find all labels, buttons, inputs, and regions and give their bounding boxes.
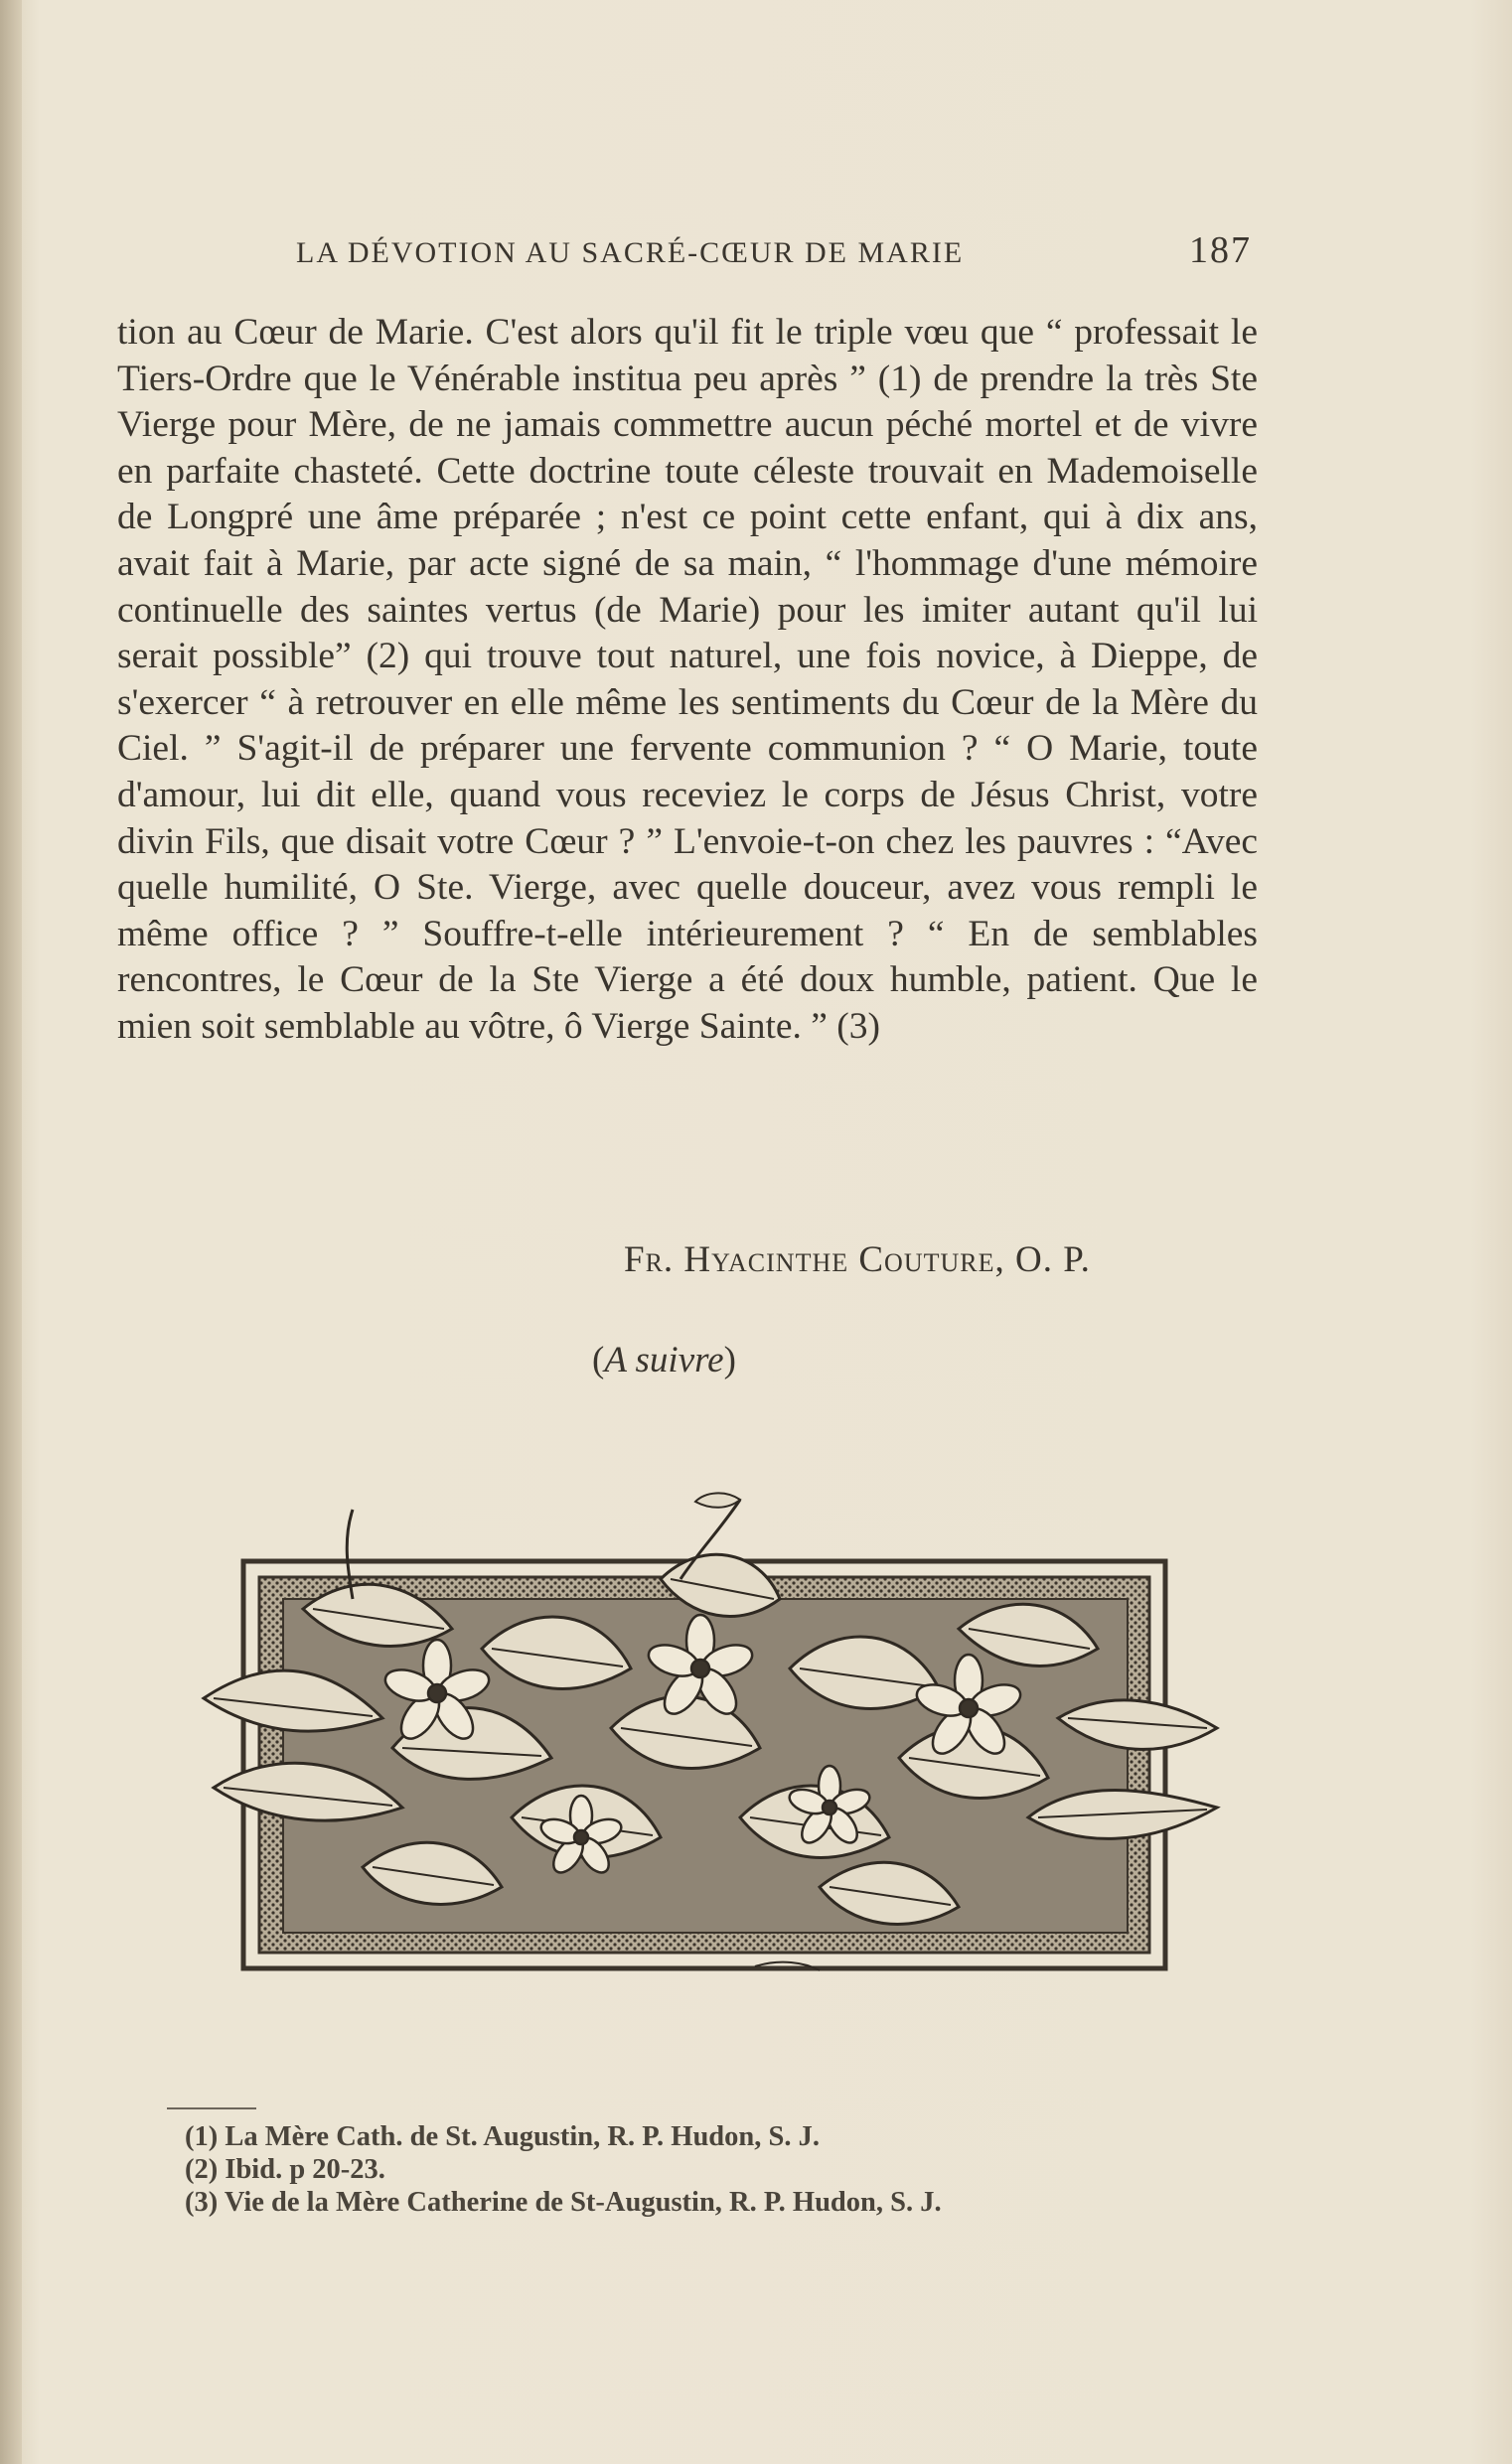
paren-close: ) bbox=[723, 1340, 736, 1380]
author-signature: Fr. Hyacinthe Couture, O. P. bbox=[624, 1239, 1091, 1280]
footnote-1: (1) La Mère Cath. de St. Augustin, R. P. Hudon, S. J. bbox=[185, 2121, 820, 2152]
to-be-continued bbox=[592, 1339, 850, 1381]
body-text bbox=[117, 310, 1258, 1051]
footnotes bbox=[185, 2120, 1317, 2219]
footnote-rule bbox=[167, 2107, 256, 2109]
floral-vignette-icon bbox=[184, 1490, 1227, 2006]
paragraph: tion au Cœur de Marie. C'est alors qu'il fit le triple vœu que “ professait le Tiers-Ordre que le Vénérable institua peu après ” (1) de prendre la très Ste Vierge pour Mère, de ne jamais commettre aucun péché mortel et de vivre en parfaite chasteté. Cette doctrine toute céleste trouvait en Mademoiselle de Longpré une âme préparée ; n'est ce point cette enfant, qui à dix ans, avait fait à Marie, par acte signé de sa main, “ l'hommage d'une mémoire continuelle des saintes vertus (de Marie) pour les imiter autant qu'il lui serait possible” (2) qui trouve tout naturel, une fois novice, à Dieppe, de s'exercer “ à retrouver en elle même les sentiments du Cœur de la Mère du Ciel. ” S'agit-il de préparer une fervente communion ? “ O Marie, toute d'amour, lui dit elle, quand vous receviez le corps de Jésus Christ, votre divin Fils, que disait votre Cœur ? ” L'envoie-t-on chez les pauvres : “Avec quelle humilité, O Ste. Vierge, avec quelle douceur, avez vous rempli le même office ? ” Souffre-t-elle intérieurement ? “ En de semblables rencontres, le Cœur de la Ste Vierge a été doux humble, patient. Que le mien soit semblable au vôtre, ô Vierge Sainte. ” (3) bbox=[117, 312, 1258, 1047]
to-be-continued-label: A suivre bbox=[604, 1340, 724, 1380]
book-spine-shadow bbox=[0, 0, 22, 2464]
footnote-3: (3) Vie de la Mère Catherine de St-Augustin, R. P. Hudon, S. J. bbox=[185, 2187, 942, 2218]
paren-open: ( bbox=[592, 1340, 605, 1380]
running-title: LA DÉVOTION AU SACRÉ-CŒUR DE MARIE bbox=[296, 236, 965, 269]
footnote-2: (2) Ibid. p 20-23. bbox=[185, 2154, 385, 2185]
page-number: 187 bbox=[1189, 229, 1252, 271]
